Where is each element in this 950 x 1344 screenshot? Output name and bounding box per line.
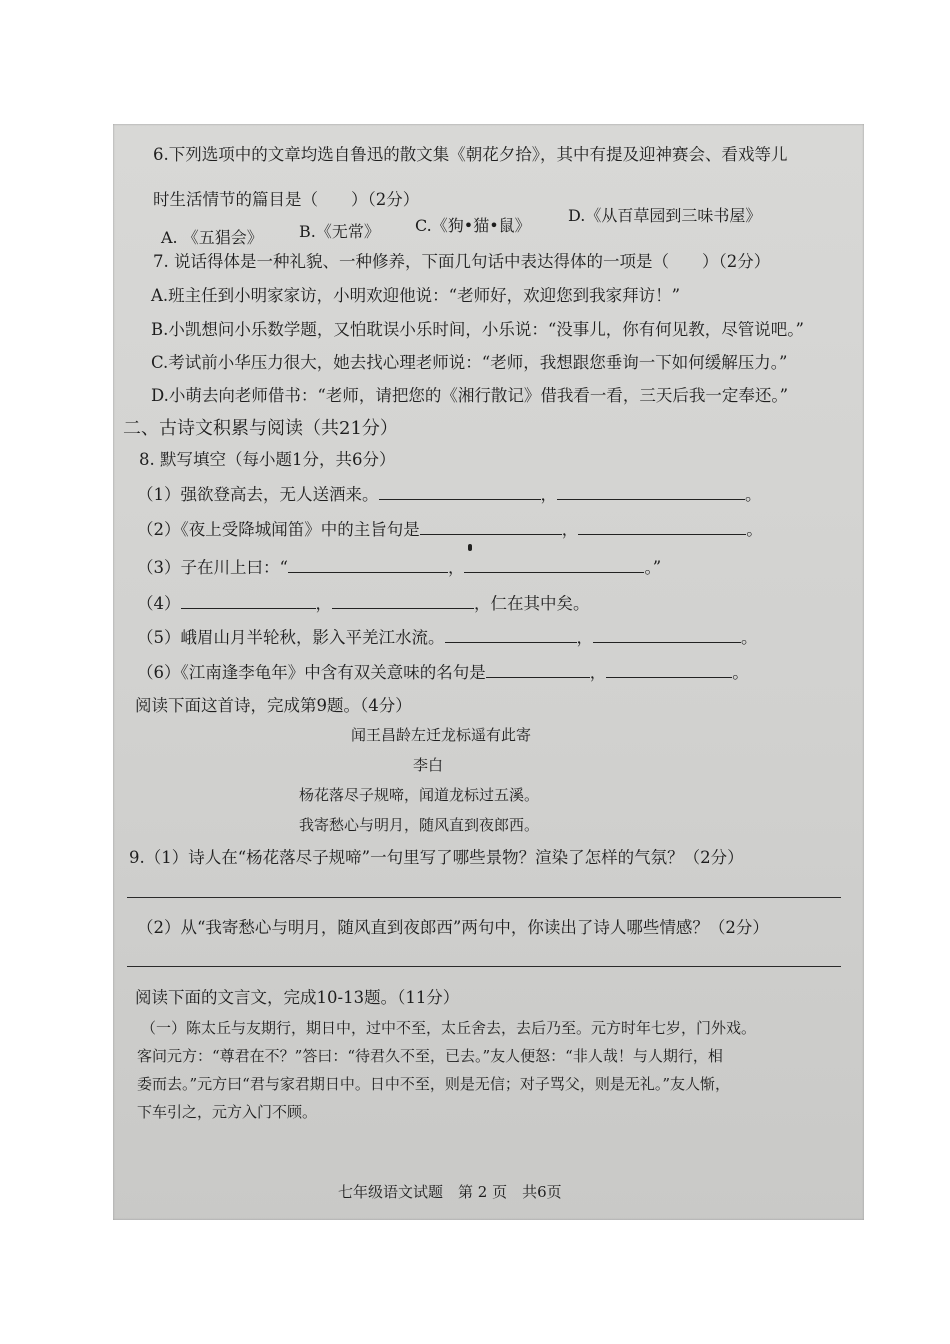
q8-item-4-blank-b[interactable] bbox=[332, 594, 474, 609]
exam-page bbox=[113, 124, 864, 1220]
classical-line-3: 委而去。”元方曰“君与家君期日中。日中不至，则是无信；对子骂父，则是无礼。”友人惭， bbox=[137, 1075, 731, 1093]
q8-item-2-blank-a[interactable] bbox=[420, 520, 562, 535]
q7-option-b: B.小凯想问小乐数学题，又怕耽误小乐时间，小乐说：“没事儿，你有何见教，尽管说吧。” bbox=[151, 320, 804, 339]
q6-line1: 6.下列选项中的文章均选自鲁迅的散文集《朝花夕拾》，其中有提及迎神赛会、看戏等儿 bbox=[153, 145, 788, 164]
q8-item-2-text: （2）《夜上受降城闻笛》中的主旨句是 bbox=[137, 520, 420, 539]
poem-line-2: 我寄愁心与明月，随风直到夜郎西。 bbox=[299, 816, 540, 834]
q6-option-c: C.《狗•猫•鼠》 bbox=[415, 216, 531, 235]
q8-item-6-blank-a[interactable] bbox=[486, 663, 590, 678]
classical-line-4: 下车引之，元方入门不顾。 bbox=[137, 1103, 318, 1121]
q7-option-d: D.小萌去向老师借书：“老师，请把您的《湘行散记》借我看一看，三天后我一定奉还。” bbox=[151, 386, 789, 405]
q8-item-5-sep: ， bbox=[576, 628, 593, 647]
q8-item-2 bbox=[137, 520, 763, 540]
q8-item-5-end: 。 bbox=[741, 628, 758, 647]
q6-line2: 时生活情节的篇目是（ ）（2分） bbox=[153, 190, 420, 209]
q8-item-6-end: 。 bbox=[732, 663, 749, 682]
q6-option-d: D.《从百草园到三味书屋》 bbox=[568, 206, 762, 225]
q8-item-4-blank-a[interactable] bbox=[181, 594, 316, 609]
poem-line-1: 杨花落尽子规啼，闻道龙标过五溪。 bbox=[299, 786, 540, 804]
q8-item-5-blank-a[interactable] bbox=[445, 628, 577, 643]
q9-part2: （2）从“我寄愁心与明月，随风直到夜郎西”两句中，你读出了诗人哪些情感？（2分） bbox=[137, 918, 769, 937]
q8-item-5-text: （5）峨眉山月半轮秋，影入平羌江水流。 bbox=[137, 628, 445, 647]
q8-item-2-end: 。 bbox=[746, 520, 763, 539]
q8-item-6-sep: ， bbox=[589, 663, 607, 682]
q8-item-1-blank-a[interactable] bbox=[379, 485, 541, 500]
q8-item-3 bbox=[137, 558, 661, 578]
q8-item-6 bbox=[137, 663, 749, 683]
q8-item-4-end: ，仁在其中矣。 bbox=[474, 594, 590, 613]
page-footer: 七年级语文试题 第 2 页 共6页 bbox=[338, 1183, 562, 1201]
q7-option-c: C.考试前小华压力很大，她去找心理老师说：“老师，我想跟您垂询一下如何缓解压力。” bbox=[151, 353, 788, 372]
q8-item-4-sep: ， bbox=[315, 594, 332, 613]
q8-stem: 8. 默写填空（每小题1分，共6分） bbox=[139, 450, 396, 469]
classical-line-1: （一）陈太丘与友期行，期日中，过中不至，太丘舍去，去后乃至。元方时年七岁，门外戏。 bbox=[141, 1019, 757, 1037]
q8-item-2-blank-b[interactable] bbox=[578, 520, 746, 535]
section-heading: 二、古诗文积累与阅读（共21分） bbox=[123, 418, 398, 439]
classical-intro: 阅读下面的文言文，完成10-13题。（11分） bbox=[135, 988, 460, 1007]
q7-option-a: A.班主任到小明家家访，小明欢迎他说：“老师好，欢迎您到我家拜访！” bbox=[151, 286, 681, 305]
poem-author: 李白 bbox=[413, 756, 444, 774]
q8-item-1-sep: ， bbox=[540, 485, 557, 504]
q8-item-5 bbox=[137, 628, 758, 648]
q8-item-4-text: （4） bbox=[137, 594, 181, 613]
q8-item-1 bbox=[137, 485, 762, 505]
q9-part1: 9.（1）诗人在“杨花落尽子规啼”一句里写了哪些景物？渲染了怎样的气氛？（2分） bbox=[129, 848, 744, 867]
q8-item-6-text: （6）《江南逢李龟年》中含有双关意味的名句是 bbox=[137, 663, 486, 682]
ink-mark bbox=[468, 544, 472, 551]
q6-option-b: B.《无常》 bbox=[299, 222, 380, 241]
q8-item-1-text: （1）强欲登高去，无人送酒来。 bbox=[137, 485, 379, 504]
poem-intro: 阅读下面这首诗，完成第9题。（4分） bbox=[135, 696, 412, 715]
q8-item-1-end: 。 bbox=[745, 485, 762, 504]
q8-item-2-sep: ， bbox=[561, 520, 579, 539]
q9-answer-line-1[interactable] bbox=[127, 897, 841, 898]
q7-stem: 7. 说话得体是一种礼貌、一种修养，下面几句话中表达得体的一项是（ ）（2分） bbox=[153, 252, 771, 271]
q6-option-a: A. 《五猖会》 bbox=[161, 228, 263, 247]
q8-item-3-end: 。” bbox=[644, 558, 662, 577]
q8-item-6-blank-b[interactable] bbox=[606, 663, 732, 678]
q8-item-3-blank-b[interactable] bbox=[464, 558, 644, 573]
q8-item-5-blank-b[interactable] bbox=[593, 628, 741, 643]
q8-item-1-blank-b[interactable] bbox=[557, 485, 745, 500]
q8-item-3-text: （3）子在川上曰：“ bbox=[137, 558, 288, 577]
q8-item-4 bbox=[137, 594, 590, 614]
q9-answer-line-2[interactable] bbox=[127, 966, 841, 967]
q8-item-3-sep: ， bbox=[447, 558, 465, 577]
poem-title: 闻王昌龄左迁龙标遥有此寄 bbox=[351, 726, 532, 744]
classical-line-2: 客问元方：“尊君在不？”答曰：“待君久不至，已去。”友人便怒：“非人哉！与人期行，相 bbox=[137, 1047, 723, 1065]
q8-item-3-blank-a[interactable] bbox=[288, 558, 448, 573]
